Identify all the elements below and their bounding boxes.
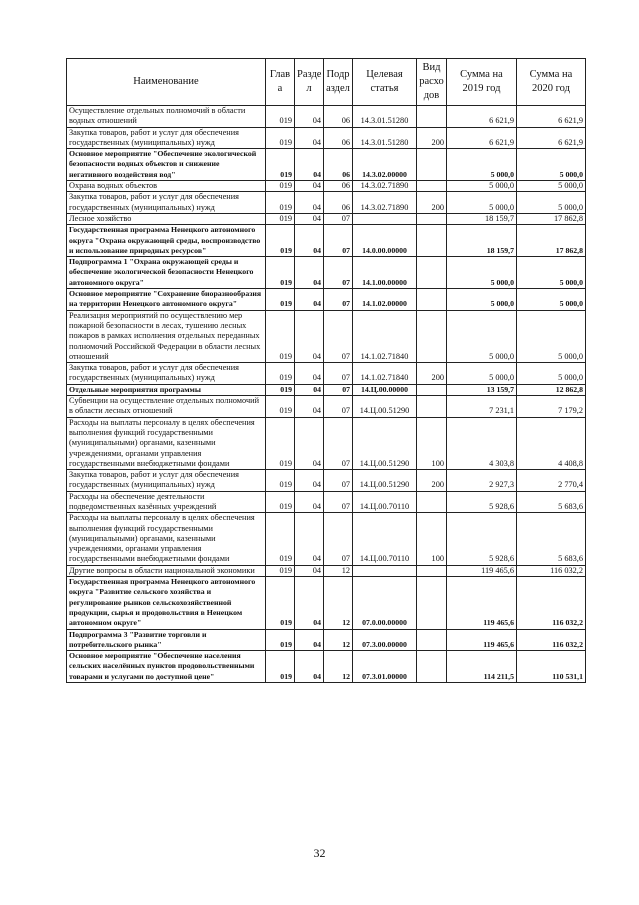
row-name: Государственная программа Ненецкого автономного округа "Развитие сельского хозяйства и регулирование рынков сельскохозяйственной продукции, сырья и продовольствия в Ненецком автономном округе" xyxy=(67,577,266,629)
row-name: Закупка товаров, работ и услуг для обеспечения государственных (муниципальных) нужд xyxy=(67,127,266,149)
table-row xyxy=(67,651,586,683)
row-vid: 200 xyxy=(417,127,447,149)
table-row xyxy=(67,384,586,395)
row-sum-2019: 5 000,0 xyxy=(447,289,517,311)
row-razdel: 04 xyxy=(295,127,324,149)
table-row xyxy=(67,565,586,576)
header-sum-2020: Сумма на 2020 год xyxy=(517,59,586,106)
row-sum-2019: 5 000,0 xyxy=(447,310,517,362)
row-razdel: 04 xyxy=(295,470,324,492)
table-row xyxy=(67,310,586,362)
row-sum-2019: 6 621,9 xyxy=(447,106,517,128)
table-row xyxy=(67,629,586,651)
row-name: Основное мероприятие "Обеспечение населения сельских населённых пунктов продовольственными товарами и услугами по доступной цене" xyxy=(67,651,266,683)
row-target: 14.Ц.00.51290 xyxy=(353,396,417,418)
row-podrazdel: 06 xyxy=(324,127,353,149)
row-razdel: 04 xyxy=(295,213,324,224)
row-razdel: 04 xyxy=(295,310,324,362)
row-podrazdel: 07 xyxy=(324,289,353,311)
row-glava: 019 xyxy=(266,565,295,576)
row-target: 14.Ц.00.70110 xyxy=(353,491,417,513)
row-target: 14.1.02.00000 xyxy=(353,289,417,311)
row-vid xyxy=(417,225,447,257)
row-vid xyxy=(417,491,447,513)
row-glava: 019 xyxy=(266,363,295,385)
row-podrazdel: 06 xyxy=(324,192,353,214)
row-name: Охрана водных объектов xyxy=(67,181,266,192)
row-glava: 019 xyxy=(266,106,295,128)
row-name: Отдельные мероприятия программы xyxy=(67,384,266,395)
row-sum-2020: 12 862,8 xyxy=(517,384,586,395)
row-glava: 019 xyxy=(266,310,295,362)
row-target xyxy=(353,213,417,224)
row-sum-2019: 5 928,6 xyxy=(447,491,517,513)
header-podrazdel: Подр аздел xyxy=(324,59,353,106)
row-vid xyxy=(417,106,447,128)
table-row xyxy=(67,470,586,492)
row-podrazdel: 07 xyxy=(324,396,353,418)
row-podrazdel: 06 xyxy=(324,181,353,192)
row-podrazdel: 07 xyxy=(324,491,353,513)
row-razdel: 04 xyxy=(295,363,324,385)
row-sum-2020: 2 770,4 xyxy=(517,470,586,492)
row-target: 14.3.01.51280 xyxy=(353,127,417,149)
row-vid xyxy=(417,396,447,418)
row-glava: 019 xyxy=(266,470,295,492)
row-name: Закупка товаров, работ и услуг для обеспечения государственных (муниципальных) нужд xyxy=(67,192,266,214)
table-body xyxy=(67,106,586,683)
row-target: 07.3.01.00000 xyxy=(353,651,417,683)
row-sum-2019: 119 465,6 xyxy=(447,577,517,629)
row-vid xyxy=(417,565,447,576)
row-sum-2019: 18 159,7 xyxy=(447,213,517,224)
row-sum-2020: 116 032,2 xyxy=(517,629,586,651)
table-row xyxy=(67,417,586,469)
row-name: Закупка товаров, работ и услуг для обеспечения государственных (муниципальных) нужд xyxy=(67,363,266,385)
row-target: 14.3.02.71890 xyxy=(353,181,417,192)
row-vid xyxy=(417,577,447,629)
row-vid xyxy=(417,257,447,289)
row-vid xyxy=(417,629,447,651)
row-vid xyxy=(417,651,447,683)
table-row xyxy=(67,396,586,418)
row-vid: 200 xyxy=(417,470,447,492)
row-name: Расходы на обеспечение деятельности подведомственных казённых учреждений xyxy=(67,491,266,513)
row-sum-2020: 5 000,0 xyxy=(517,192,586,214)
table-row xyxy=(67,513,586,565)
row-podrazdel: 07 xyxy=(324,513,353,565)
header-name: Наименование xyxy=(67,59,266,106)
row-razdel: 04 xyxy=(295,289,324,311)
row-target: 14.3.01.51280 xyxy=(353,106,417,128)
row-sum-2019: 7 231,1 xyxy=(447,396,517,418)
row-sum-2019: 5 000,0 xyxy=(447,192,517,214)
row-name: Лесное хозяйство xyxy=(67,213,266,224)
row-podrazdel: 07 xyxy=(324,225,353,257)
table-row xyxy=(67,257,586,289)
row-razdel: 04 xyxy=(295,225,324,257)
row-sum-2020: 5 000,0 xyxy=(517,257,586,289)
row-target: 14.0.00.00000 xyxy=(353,225,417,257)
row-name: Подпрограмма 3 "Развитие торговли и потребительского рынка" xyxy=(67,629,266,651)
row-glava: 019 xyxy=(266,257,295,289)
row-glava: 019 xyxy=(266,192,295,214)
row-sum-2019: 5 000,0 xyxy=(447,257,517,289)
table-row xyxy=(67,149,586,181)
table-row xyxy=(67,363,586,385)
row-target: 14.3.02.00000 xyxy=(353,149,417,181)
row-podrazdel: 12 xyxy=(324,577,353,629)
table-row xyxy=(67,127,586,149)
page-number: 32 xyxy=(313,846,326,860)
row-target: 14.3.02.71890 xyxy=(353,192,417,214)
row-razdel: 04 xyxy=(295,513,324,565)
row-sum-2020: 6 621,9 xyxy=(517,106,586,128)
row-podrazdel: 12 xyxy=(324,565,353,576)
row-target: 14.Ц.00.51290 xyxy=(353,470,417,492)
row-podrazdel: 07 xyxy=(324,470,353,492)
row-vid: 100 xyxy=(417,513,447,565)
row-sum-2019: 5 928,6 xyxy=(447,513,517,565)
row-name: Субвенции на осуществление отдельных полномочий в области лесных отношений xyxy=(67,396,266,418)
row-name: Другие вопросы в области национальной экономики xyxy=(67,565,266,576)
row-sum-2019: 5 000,0 xyxy=(447,181,517,192)
row-sum-2020: 5 000,0 xyxy=(517,181,586,192)
row-sum-2019: 119 465,6 xyxy=(447,629,517,651)
header-vid: Вид расхо дов xyxy=(417,59,447,106)
table-row xyxy=(67,106,586,128)
row-target: 07.3.00.00000 xyxy=(353,629,417,651)
row-sum-2020: 5 000,0 xyxy=(517,310,586,362)
row-glava: 019 xyxy=(266,651,295,683)
row-sum-2019: 119 465,6 xyxy=(447,565,517,576)
header-razdel: Разде л xyxy=(295,59,324,106)
row-vid xyxy=(417,213,447,224)
row-glava: 019 xyxy=(266,396,295,418)
row-razdel: 04 xyxy=(295,417,324,469)
row-sum-2020: 5 000,0 xyxy=(517,149,586,181)
row-razdel: 04 xyxy=(295,577,324,629)
row-target: 14.Ц.00.51290 xyxy=(353,417,417,469)
row-razdel: 04 xyxy=(295,629,324,651)
row-sum-2020: 6 621,9 xyxy=(517,127,586,149)
table-row xyxy=(67,192,586,214)
row-sum-2020: 116 032,2 xyxy=(517,577,586,629)
row-sum-2020: 5 000,0 xyxy=(517,363,586,385)
row-glava: 019 xyxy=(266,491,295,513)
row-vid: 100 xyxy=(417,417,447,469)
row-glava: 019 xyxy=(266,629,295,651)
row-glava: 019 xyxy=(266,577,295,629)
row-podrazdel: 12 xyxy=(324,651,353,683)
row-sum-2020: 4 408,8 xyxy=(517,417,586,469)
table-row xyxy=(67,289,586,311)
row-name: Государственная программа Ненецкого автономного округа "Охрана окружающей среды, воспроизводство и использование природных ресурсов" xyxy=(67,225,266,257)
row-sum-2019: 6 621,9 xyxy=(447,127,517,149)
row-name: Основное мероприятие "Обеспечение экологической безопасности водных объектов и снижение негативного воздействия вод" xyxy=(67,149,266,181)
row-sum-2019: 5 000,0 xyxy=(447,363,517,385)
row-sum-2020: 17 862,8 xyxy=(517,213,586,224)
header-glava: Глав а xyxy=(266,59,295,106)
row-name: Закупка товаров, работ и услуг для обеспечения государственных (муниципальных) нужд xyxy=(67,470,266,492)
row-vid xyxy=(417,289,447,311)
table-row xyxy=(67,577,586,629)
row-sum-2019: 4 303,8 xyxy=(447,417,517,469)
row-podrazdel: 07 xyxy=(324,384,353,395)
row-vid: 200 xyxy=(417,192,447,214)
row-sum-2020: 110 531,1 xyxy=(517,651,586,683)
row-vid xyxy=(417,384,447,395)
row-sum-2020: 5 683,6 xyxy=(517,491,586,513)
row-glava: 019 xyxy=(266,149,295,181)
row-sum-2020: 5 683,6 xyxy=(517,513,586,565)
row-target: 14.Ц.00.00000 xyxy=(353,384,417,395)
row-podrazdel: 07 xyxy=(324,213,353,224)
row-target: 14.1.00.00000 xyxy=(353,257,417,289)
row-vid: 200 xyxy=(417,363,447,385)
row-podrazdel: 07 xyxy=(324,257,353,289)
row-razdel: 04 xyxy=(295,257,324,289)
row-vid xyxy=(417,181,447,192)
row-sum-2020: 5 000,0 xyxy=(517,289,586,311)
row-target: 14.1.02.71840 xyxy=(353,363,417,385)
row-sum-2019: 13 159,7 xyxy=(447,384,517,395)
row-razdel: 04 xyxy=(295,106,324,128)
row-glava: 019 xyxy=(266,225,295,257)
budget-table xyxy=(66,58,586,683)
row-podrazdel: 07 xyxy=(324,363,353,385)
row-name: Реализация мероприятий по осуществлению мер пожарной безопасности в лесах, тушению лесных пожаров в рамках исполнения отдельных переданных полномочий Российской Федерации в области лесных отношений xyxy=(67,310,266,362)
row-name: Расходы на выплаты персоналу в целях обеспечения выполнения функций государственными (муниципальными) органами, казенными учреждениями, органами управления государственными внебюджетными фондами xyxy=(67,417,266,469)
row-podrazdel: 07 xyxy=(324,417,353,469)
row-sum-2019: 5 000,0 xyxy=(447,149,517,181)
row-razdel: 04 xyxy=(295,565,324,576)
table-row xyxy=(67,181,586,192)
table-row xyxy=(67,225,586,257)
row-vid xyxy=(417,149,447,181)
row-name: Основное мероприятие "Сохранение биоразнообразия на территории Ненецкого автономного округа" xyxy=(67,289,266,311)
row-razdel: 04 xyxy=(295,396,324,418)
table-row xyxy=(67,213,586,224)
row-sum-2020: 116 032,2 xyxy=(517,565,586,576)
row-target: 14.1.02.71840 xyxy=(353,310,417,362)
row-glava: 019 xyxy=(266,213,295,224)
row-podrazdel: 06 xyxy=(324,106,353,128)
row-glava: 019 xyxy=(266,417,295,469)
row-podrazdel: 12 xyxy=(324,629,353,651)
row-podrazdel: 07 xyxy=(324,310,353,362)
row-razdel: 04 xyxy=(295,384,324,395)
row-sum-2020: 7 179,2 xyxy=(517,396,586,418)
row-razdel: 04 xyxy=(295,651,324,683)
row-glava: 019 xyxy=(266,289,295,311)
header-target: Целевая статья xyxy=(353,59,417,106)
row-sum-2020: 17 862,8 xyxy=(517,225,586,257)
row-name: Осуществление отдельных полномочий в области водных отношений xyxy=(67,106,266,128)
row-glava: 019 xyxy=(266,181,295,192)
header-sum-2019: Сумма на 2019 год xyxy=(447,59,517,106)
row-target: 07.0.00.00000 xyxy=(353,577,417,629)
row-sum-2019: 114 211,5 xyxy=(447,651,517,683)
row-sum-2019: 2 927,3 xyxy=(447,470,517,492)
row-podrazdel: 06 xyxy=(324,149,353,181)
row-razdel: 04 xyxy=(295,149,324,181)
row-target xyxy=(353,565,417,576)
row-name: Расходы на выплаты персоналу в целях обеспечения выполнения функций государственными (муниципальными) органами, казенными учреждениями, органами управления государственными внебюджетными фондами xyxy=(67,513,266,565)
row-razdel: 04 xyxy=(295,192,324,214)
row-target: 14.Ц.00.70110 xyxy=(353,513,417,565)
row-name: Подпрограмма 1 "Охрана окружающей среды и обеспечение экологической безопасности Ненецкого автономного округа" xyxy=(67,257,266,289)
row-razdel: 04 xyxy=(295,491,324,513)
row-glava: 019 xyxy=(266,513,295,565)
table-row xyxy=(67,491,586,513)
row-sum-2019: 18 159,7 xyxy=(447,225,517,257)
row-razdel: 04 xyxy=(295,181,324,192)
table-header-row xyxy=(67,59,586,106)
row-glava: 019 xyxy=(266,384,295,395)
row-vid xyxy=(417,310,447,362)
row-glava: 019 xyxy=(266,127,295,149)
